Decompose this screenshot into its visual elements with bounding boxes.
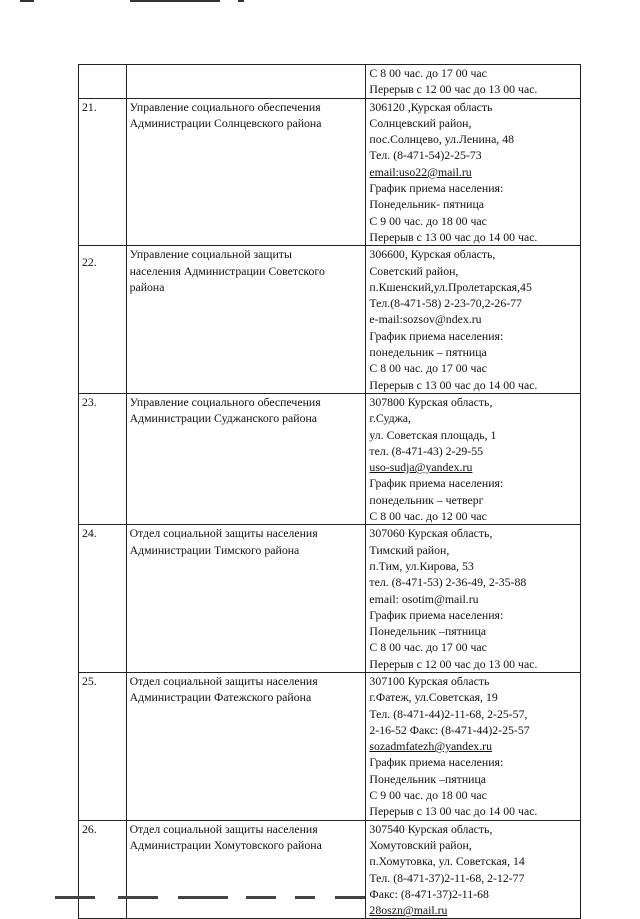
address-line: Перерыв с 13 00 час до 14 00 час. bbox=[369, 229, 538, 244]
scan-artifact bbox=[130, 0, 220, 2]
email-link[interactable]: email:uso22@mail.ru bbox=[369, 164, 472, 179]
organization-cell bbox=[126, 820, 366, 919]
organization-name-line: Администрации Суджанского района bbox=[129, 411, 318, 426]
address-line: 307060 Курская область, bbox=[369, 526, 493, 541]
address-line: Тел. (8-471-37)2-11-68, 2-12-77 bbox=[369, 870, 525, 885]
table-row bbox=[79, 393, 581, 524]
address-line: График приема населения: bbox=[369, 181, 504, 196]
address-line: График приема населения: bbox=[369, 607, 504, 622]
address-line: п.Тим, ул.Кирова, 53 bbox=[369, 558, 474, 573]
address-line: понедельник – пятница bbox=[369, 345, 487, 360]
address-line: Советский район, bbox=[369, 263, 459, 278]
address-line: Перерыв с 13 00 час до 14 00 час. bbox=[369, 804, 538, 819]
row-number-cell bbox=[79, 246, 127, 394]
address-line: 307100 Курская область bbox=[369, 673, 490, 688]
address-line: Солнцевский район, bbox=[369, 115, 472, 130]
address-line: Понедельник- пятница bbox=[369, 197, 485, 212]
row-number-cell bbox=[79, 65, 127, 99]
social-protection-offices-table bbox=[78, 64, 581, 919]
table-row bbox=[79, 246, 581, 394]
address-line: С 8 00 час. до 17 00 час bbox=[369, 361, 487, 376]
address-contacts-cell bbox=[366, 246, 581, 394]
address-line: График приема населения: bbox=[369, 755, 504, 770]
row-number: 24. bbox=[82, 526, 97, 541]
organization-name-line: Администрации Хомутовского района bbox=[129, 837, 322, 852]
address-line: 307540 Курская область, bbox=[369, 821, 493, 836]
scan-artifact bbox=[20, 0, 34, 2]
address-contacts-cell bbox=[366, 820, 581, 919]
organization-name-line: Администрации Тимского района bbox=[129, 542, 300, 557]
row-number-cell bbox=[79, 98, 127, 246]
scan-artifact bbox=[55, 896, 95, 899]
organization-cell bbox=[126, 65, 366, 99]
row-number: 21. bbox=[82, 99, 97, 114]
address-line: email: osotim@mail.ru bbox=[369, 591, 479, 606]
row-number-cell bbox=[79, 672, 127, 820]
address-line: Тел. (8-471-54)2-25-73 bbox=[369, 148, 482, 163]
address-line: Понедельник –пятница bbox=[369, 624, 487, 639]
address-line: С 8 00 час. до 12 00 час bbox=[369, 509, 487, 524]
address-line: Перерыв с 12 00 час до 13 00 час. bbox=[369, 82, 538, 97]
organization-cell bbox=[126, 393, 366, 524]
organization-name-line: Отдел социальной защиты населения bbox=[129, 526, 318, 541]
address-line: г.Суджа, bbox=[369, 411, 411, 426]
email-link[interactable]: 28oszn@mail.ru bbox=[369, 903, 448, 918]
address-contacts-cell bbox=[366, 525, 581, 673]
address-line: тел. (8-471-53) 2-36-49, 2-35-88 bbox=[369, 575, 527, 590]
organization-name-line: Управление социального обеспечения bbox=[129, 99, 321, 114]
address-contacts-cell bbox=[366, 393, 581, 524]
address-line: 306120 ,Курская область bbox=[369, 99, 493, 114]
address-contacts-cell bbox=[366, 98, 581, 246]
row-number: 25. bbox=[82, 673, 97, 688]
address-line: С 9 00 час. до 18 00 час bbox=[369, 788, 487, 803]
email-link[interactable]: sozadmfatezh@yandex.ru bbox=[369, 739, 492, 754]
address-line: Понедельник –пятница bbox=[369, 771, 487, 786]
address-line: Тел. (8-471-44)2-11-68, 2-25-57, bbox=[369, 706, 528, 721]
address-line: С 9 00 час. до 18 00 час bbox=[369, 213, 487, 228]
address-line: Факс: (8-471-37)2-11-68 bbox=[369, 886, 489, 901]
organization-name-line: района bbox=[129, 279, 165, 294]
address-line: e-mail:sozsov@ndex.ru bbox=[369, 312, 482, 327]
address-line: п.Хомутовка, ул. Советская, 14 bbox=[369, 854, 525, 869]
scan-artifact bbox=[238, 0, 244, 2]
address-contacts-cell bbox=[366, 672, 581, 820]
table-body bbox=[79, 65, 581, 919]
scan-artifact bbox=[178, 896, 228, 899]
address-line: Перерыв с 13 00 час до 14 00 час. bbox=[369, 377, 538, 392]
scan-artifact bbox=[118, 896, 158, 899]
address-line: понедельник – четверг bbox=[369, 492, 484, 507]
organization-cell bbox=[126, 525, 366, 673]
address-line: Хомутовский район, bbox=[369, 837, 472, 852]
table-row bbox=[79, 672, 581, 820]
table-row bbox=[79, 525, 581, 673]
organization-cell bbox=[126, 246, 366, 394]
row-number-cell bbox=[79, 393, 127, 524]
scan-artifact bbox=[335, 896, 365, 899]
scan-artifact bbox=[295, 896, 315, 899]
row-number-cell bbox=[79, 820, 127, 919]
address-line: 307800 Курская область, bbox=[369, 394, 493, 409]
address-line: п.Кшенский,ул.Пролетарская,45 bbox=[369, 279, 532, 294]
row-number-cell bbox=[79, 525, 127, 673]
address-line: График приема населения: bbox=[369, 476, 504, 491]
organization-name-line: Отдел социальной защиты населения bbox=[129, 821, 318, 836]
row-number: 22. bbox=[82, 255, 97, 270]
organization-cell bbox=[126, 98, 366, 246]
address-line: Перерыв с 12 00 час до 13 00 час. bbox=[369, 656, 538, 671]
address-line: С 8 00 час. до 17 00 час bbox=[369, 66, 487, 80]
address-line: пос.Солнцево, ул.Ленина, 48 bbox=[369, 132, 515, 147]
organization-name-line: Отдел социальной защиты населения bbox=[129, 673, 318, 688]
address-line: тел. (8-471-43) 2-29-55 bbox=[369, 443, 484, 458]
address-line: С 8 00 час. до 17 00 час bbox=[369, 640, 487, 655]
row-number: 26. bbox=[82, 821, 97, 836]
organization-name-line: Администрации Фатежского района bbox=[129, 690, 312, 705]
table-row bbox=[79, 820, 581, 919]
address-line: Тимский район, bbox=[369, 542, 450, 557]
row-number: 23. bbox=[82, 394, 97, 409]
address-line: г.Фатеж, ул.Советская, 19 bbox=[369, 690, 498, 705]
table-row bbox=[79, 98, 581, 246]
address-line: График приема населения: bbox=[369, 328, 504, 343]
organization-name-line: Управление социальной защиты bbox=[129, 247, 292, 262]
organization-cell bbox=[126, 672, 366, 820]
address-line: ул. Советская площадь, 1 bbox=[369, 427, 497, 442]
address-line: Тел.(8-471-58) 2-23-70,2-26-77 bbox=[369, 296, 522, 311]
organization-name-line: Управление социального обеспечения bbox=[129, 394, 321, 409]
address-line: 306600, Курская область, bbox=[369, 247, 496, 262]
organization-name-line: Администрации Солнцевского района bbox=[129, 115, 322, 130]
address-line: 2-16-52 Факс: (8-471-44)2-25-57 bbox=[369, 722, 530, 737]
organization-name-line: населения Администрации Советского bbox=[129, 263, 325, 278]
email-link[interactable]: uso-sudja@yandex.ru bbox=[369, 460, 473, 475]
address-contacts-cell bbox=[366, 65, 581, 99]
table-row bbox=[79, 65, 581, 99]
scan-artifact bbox=[246, 896, 276, 899]
